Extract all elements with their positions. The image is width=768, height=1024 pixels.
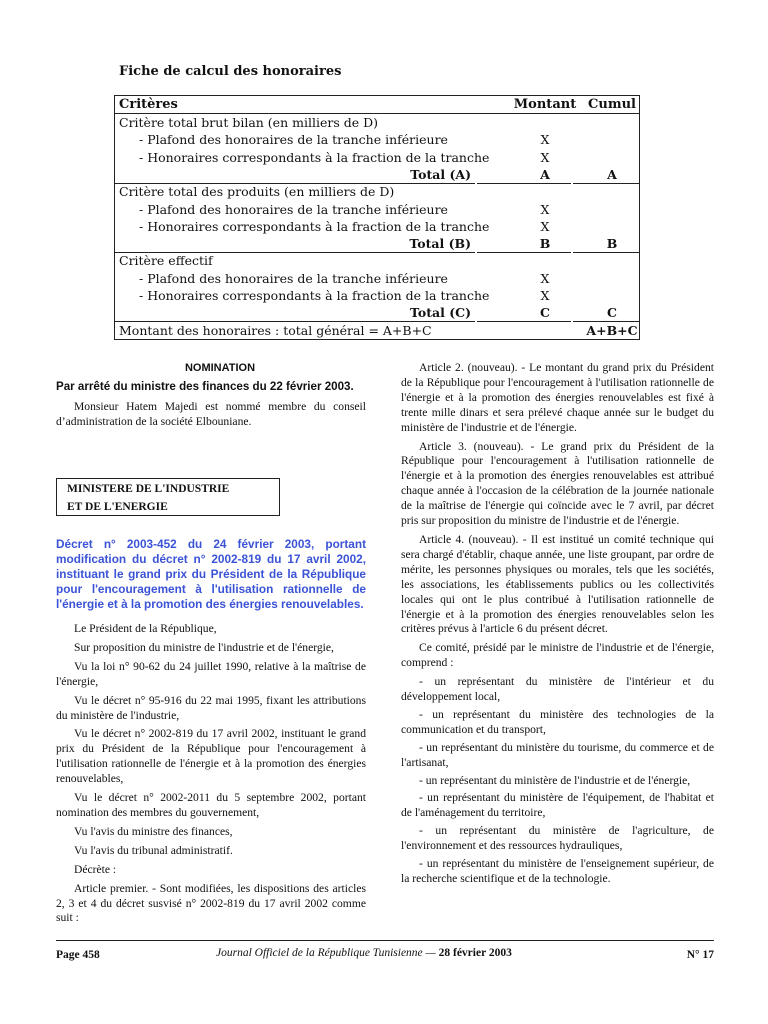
row-cumul: A <box>607 166 617 182</box>
row-montant: X <box>540 218 550 234</box>
decret-left-body <box>56 622 366 930</box>
committee-member: - un représentant du ministère de l'intérieur et du développement local, <box>401 675 714 704</box>
row-label: Total (C) <box>410 305 471 321</box>
row-montant: X <box>540 132 550 148</box>
committee-member: - un représentant du ministère des technologies de la communication et du transport, <box>401 707 714 736</box>
issue-number: N° 17 <box>686 949 714 961</box>
table-row <box>115 322 639 339</box>
committee-member: - un représentant du ministère de l'industrie et de l'énergie, <box>419 773 691 787</box>
row-cumul: A+B+C <box>586 322 638 338</box>
table-row <box>115 218 639 235</box>
committee-member: - un représentant du ministère de l'enseignement supérieur, de la recherche scientifique et de la technologie. <box>401 857 714 885</box>
row-label: - Honoraires correspondants à la fraction de la tranche <box>139 218 490 234</box>
table-header <box>115 96 639 113</box>
table-row <box>115 252 639 269</box>
row-label: Montant des honoraires : total général = A+B+C <box>119 322 432 338</box>
page-number: Page 458 <box>56 949 100 961</box>
row-cumul: C <box>607 305 617 321</box>
decree-paragraph: Article premier. - Sont modifiées, les dispositions des articles 2, 3 et 4 du décret susvisé n° 2002-819 du 17 avril 2002 comme suit : <box>56 881 366 925</box>
decree-paragraph: Vu la loi n° 90-62 du 24 juillet 1990, relative à la maîtrise de l'énergie, <box>56 659 366 688</box>
row-label: - Plafond des honoraires de la tranche inférieure <box>139 201 448 217</box>
row-montant: X <box>540 288 550 303</box>
row-label: Critère total des produits (en milliers de D) <box>119 184 395 200</box>
row-label: Critère effectif <box>119 253 213 269</box>
nomination-heading: NOMINATION <box>184 362 256 374</box>
decree-paragraph: Vu le décret n° 2002-2011 du 5 septembre 2002, portant nomination des membres du gouvernement, <box>56 791 366 819</box>
decret-title[interactable]: Décret n° 2003-452 du 24 février 2003, portant modification du décret n° 2002-819 du 17 avril 2002, instituant le grand prix du Président de la République pour l'encouragement à l'utilisation rationnelle de l'énergie et à la promotion des énergies renouvelables. <box>56 537 366 611</box>
header-cumul: Cumul <box>588 97 636 112</box>
article-paragraph: Article 3. (nouveau). - Le grand prix du Président de la République pour l'encouragement à l'utilisation rationnelle de l'énergie et à la promotion des énergies renouvelables est attribué chaque année à l'occasion de la célébration de la journée nationale de la maîtrise de l'énergie qui coïncide avec le 7 avril, par décret pris sur proposition du ministre de l'industrie et de l'énergie. <box>401 439 714 528</box>
row-montant: B <box>539 236 551 252</box>
table-row <box>115 287 639 304</box>
ministere-line2: ET DE L'ENERGIE <box>67 501 168 513</box>
row-montant: X <box>540 270 550 286</box>
decree-paragraph: Vu le décret n° 2002-819 du 17 avril 2002, instituant le grand prix du Président de la République pour l'encouragement à l'utilisation rationnelle de l'énergie et à la promotion des énergies renouvelables, <box>56 727 366 786</box>
article-paragraph: Ce comité, présidé par le ministre de l'industrie et de l'énergie, comprend : <box>401 641 714 670</box>
decree-paragraph: Vu le décret n° 95-916 du 22 mai 1995, fixant les attributions du ministère de l'industrie, <box>56 693 366 722</box>
article-paragraph: Article 2. (nouveau). - Le montant du grand prix du Président de la République pour l'encouragement à l'utilisation rationnelle de l'énergie et à la promotion des énergies renouvelables est fixé à trente mille dinars et sera prélevé chaque année sur le budget du ministère de l'industrie et de l'énergie. <box>401 361 714 434</box>
row-montant: X <box>540 149 550 165</box>
row-label: Critère total brut bilan (en milliers de D) <box>119 115 378 130</box>
table-row <box>115 201 639 218</box>
committee-member: - un représentant du ministère de l'agriculture, de l'environnement et des ressources hydrauliques, <box>401 824 714 853</box>
committee-member: - un représentant du ministère du tourisme, du commerce et de l'artisanat, <box>401 740 714 769</box>
row-cumul: B <box>606 236 618 252</box>
row-montant: X <box>540 201 550 217</box>
row-label: Total (B) <box>409 236 471 252</box>
decree-paragraph: Vu l'avis du tribunal administratif. <box>74 843 233 857</box>
row-label: Total (A) <box>410 166 471 182</box>
row-label: - Honoraires correspondants à la fraction de la tranche <box>139 288 490 303</box>
table-row <box>115 304 639 321</box>
decree-paragraph: Décrète : <box>74 862 117 876</box>
journal-title: Journal Officiel de la République Tunisienne — 28 février 2003 <box>216 947 512 959</box>
decree-paragraph: Le Président de la République, <box>74 622 217 635</box>
table-row <box>115 235 639 252</box>
fee-calculation-table <box>114 95 640 340</box>
table-row <box>115 131 639 148</box>
nomination-text: Monsieur Hatem Majedi est nommé membre du conseil d’administration de la société Elbouniane. <box>56 399 366 428</box>
nomination-subheading: Par arrêté du ministre des finances du 22 février 2003. <box>56 379 354 393</box>
decret-right-body <box>401 361 714 890</box>
row-label: - Plafond des honoraires de la tranche inférieure <box>139 270 448 286</box>
row-label: - Honoraires correspondants à la fraction de la tranche <box>139 149 490 165</box>
header-criteres: Critères <box>119 97 178 112</box>
header-montant: Montant <box>513 97 577 112</box>
page-footer <box>56 940 714 971</box>
fiche-title: Fiche de calcul des honoraires <box>119 64 342 79</box>
article-paragraph: Article 4. (nouveau). - Il est institué un comité technique qui sera chargé d'établir, chaque année, une liste groupant, par ordre de mérite, les personnes physiques ou morales, tels que les sociétés, les associations, les établissements publics ou les collectivités locales qui ont le plus contribué à l'utilisation rationnelle de l'énergie et à la promotion des énergies renouvelables selon les critères prévus à l'article 6 du présent décret. <box>401 532 714 636</box>
row-montant: C <box>540 305 550 321</box>
decree-paragraph: Sur proposition du ministre de l'industrie et de l'énergie, <box>74 640 334 654</box>
committee-member: - un représentant du ministère de l'équipement, de l'habitat et de l'aménagement du territoire, <box>401 791 714 820</box>
table-row <box>115 149 639 166</box>
table-row <box>115 114 639 131</box>
journal-date: 28 février 2003 <box>438 947 512 959</box>
row-label: - Plafond des honoraires de la tranche inférieure <box>139 132 448 148</box>
row-montant: A <box>540 166 550 182</box>
ministere-line1: MINISTERE DE L'INDUSTRIE <box>67 483 230 495</box>
decree-paragraph: Vu l'avis du ministre des finances, <box>74 824 233 838</box>
table-row <box>115 183 639 200</box>
table-row <box>115 166 639 183</box>
nomination-section <box>56 361 366 434</box>
table-row <box>115 270 639 287</box>
ministere-box <box>56 478 280 516</box>
